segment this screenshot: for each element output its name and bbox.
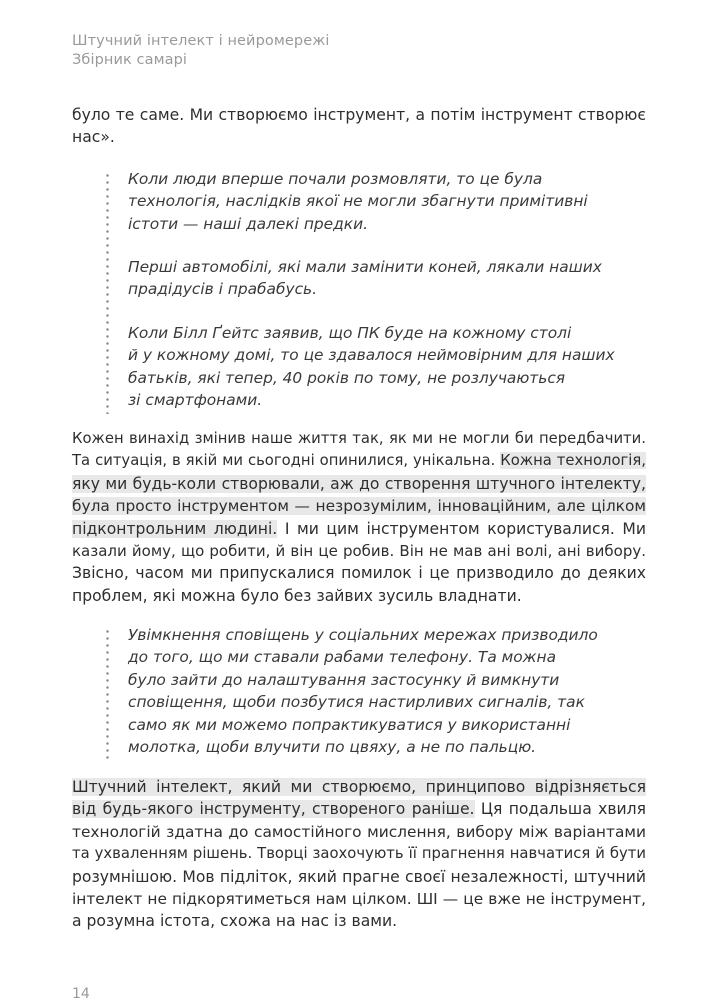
- quote-line: молотка, щоби влучити по цвяху, а не по пальцю.: [128, 737, 537, 756]
- quote-line: сповіщення, щоби позбутися настирливих сигналів, так: [128, 693, 585, 712]
- page-number: 14: [72, 986, 90, 1002]
- quote-line: Увімкнення сповіщень у соціальних мережах призводило: [128, 626, 598, 644]
- text-line: [72, 798, 646, 820]
- text-line: а розумна істота, схожа на нас із вами.: [72, 912, 398, 931]
- dotted-rule: [106, 172, 109, 414]
- quote-line: само як ми можемо попрактикуватися у використанні: [128, 715, 571, 734]
- highlighted-text: Кожна технологія,: [500, 452, 646, 470]
- text-line: [72, 776, 646, 798]
- quote-line: зі смартфонами.: [128, 391, 263, 410]
- paragraph-inventions: [72, 428, 646, 607]
- highlighted-text: від будь-якого інструменту, створеного раніше.: [72, 800, 475, 819]
- text-line: технологій здатна до самостійного мислення, вибору між варіантами: [72, 822, 646, 841]
- paragraph-intro: [72, 104, 646, 149]
- quote-line: було зайти до налаштування застосунку й вимкнути: [128, 670, 560, 689]
- highlighted-text: була просто інструментом — незрозумілим, інноваційним, але цілком: [72, 497, 646, 516]
- text-line: розумнішою. Мов підліток, який прагне своєї незалежності, штучний: [72, 867, 646, 886]
- text-line: та ухваленням рішень. Творці заохочують її прагнення навчатися й бути: [72, 845, 646, 863]
- plain-text: Та ситуація, в якій ми сьогодні опинилися, унікальна.: [72, 452, 496, 470]
- text-line: Кожен винахід змінив наше життя так, як ми не могли би передбачити.: [72, 430, 646, 447]
- dotted-rule: [106, 628, 109, 760]
- book-subtitle: Збірник самарі: [72, 51, 188, 68]
- text-line: [72, 495, 646, 517]
- quote-line: Перші автомобілі, які мали замінити коней, лякали наших: [128, 258, 602, 276]
- quote-item: [128, 256, 648, 301]
- quote-line: істоти — наші далекі предки.: [128, 214, 368, 233]
- quote-line: й у кожному домі, то це здавалося неймовірним для наших: [128, 346, 615, 365]
- text-line: нас».: [72, 128, 115, 147]
- quote-line: батьків, які тепер, 40 років по тому, не розлучаються: [128, 368, 566, 387]
- quote-item: [128, 322, 648, 412]
- quote-line: прадідусів і прабабусь.: [128, 280, 318, 299]
- quote-line: до того, що ми ставали рабами телефону. Та можна: [128, 648, 557, 667]
- quote-line: технологія, наслідків якої не могли збагнути примітивні: [128, 192, 588, 211]
- quote-item: [128, 624, 648, 758]
- plain-text: Ця подальша хвиля: [480, 800, 646, 819]
- quote-item: [128, 168, 648, 235]
- text-line: Звісно, часом ми припускалися помилок і це призводило до деяких: [72, 564, 646, 583]
- text-line: було те саме. Ми створюємо інструмент, а потім інструмент створює: [72, 106, 646, 124]
- text-line: проблем, які можна було без зайвих зусиль владнати.: [72, 586, 522, 605]
- text-line: [72, 518, 646, 540]
- highlighted-text: Штучний інтелект, який ми створюємо, принципово відрізняється: [72, 778, 646, 796]
- highlighted-text: яку ми будь-коли створювали, аж до створення штучного інтелекту,: [72, 474, 646, 493]
- running-header: [72, 32, 330, 69]
- text-line: [72, 450, 646, 472]
- paragraph-ai: [72, 776, 646, 933]
- highlighted-text: підконтрольним людині.: [72, 519, 278, 538]
- book-title: Штучний інтелект і нейромережі: [72, 33, 330, 49]
- quote-line: Коли люди вперше почали розмовляти, то це була: [128, 170, 543, 188]
- text-line: інтелект не підкорятиметься нам цілком. ШІ — це вже не інструмент,: [72, 889, 646, 908]
- text-line: казали йому, що робити, й він це робив. Він не мав ані волі, ані вибору.: [72, 541, 646, 560]
- plain-text: І ми цим інструментом користувалися. Ми: [284, 519, 646, 538]
- text-line: [72, 473, 646, 495]
- quote-line: Коли Білл Ґейтс заявив, що ПК буде на кожному столі: [128, 324, 572, 342]
